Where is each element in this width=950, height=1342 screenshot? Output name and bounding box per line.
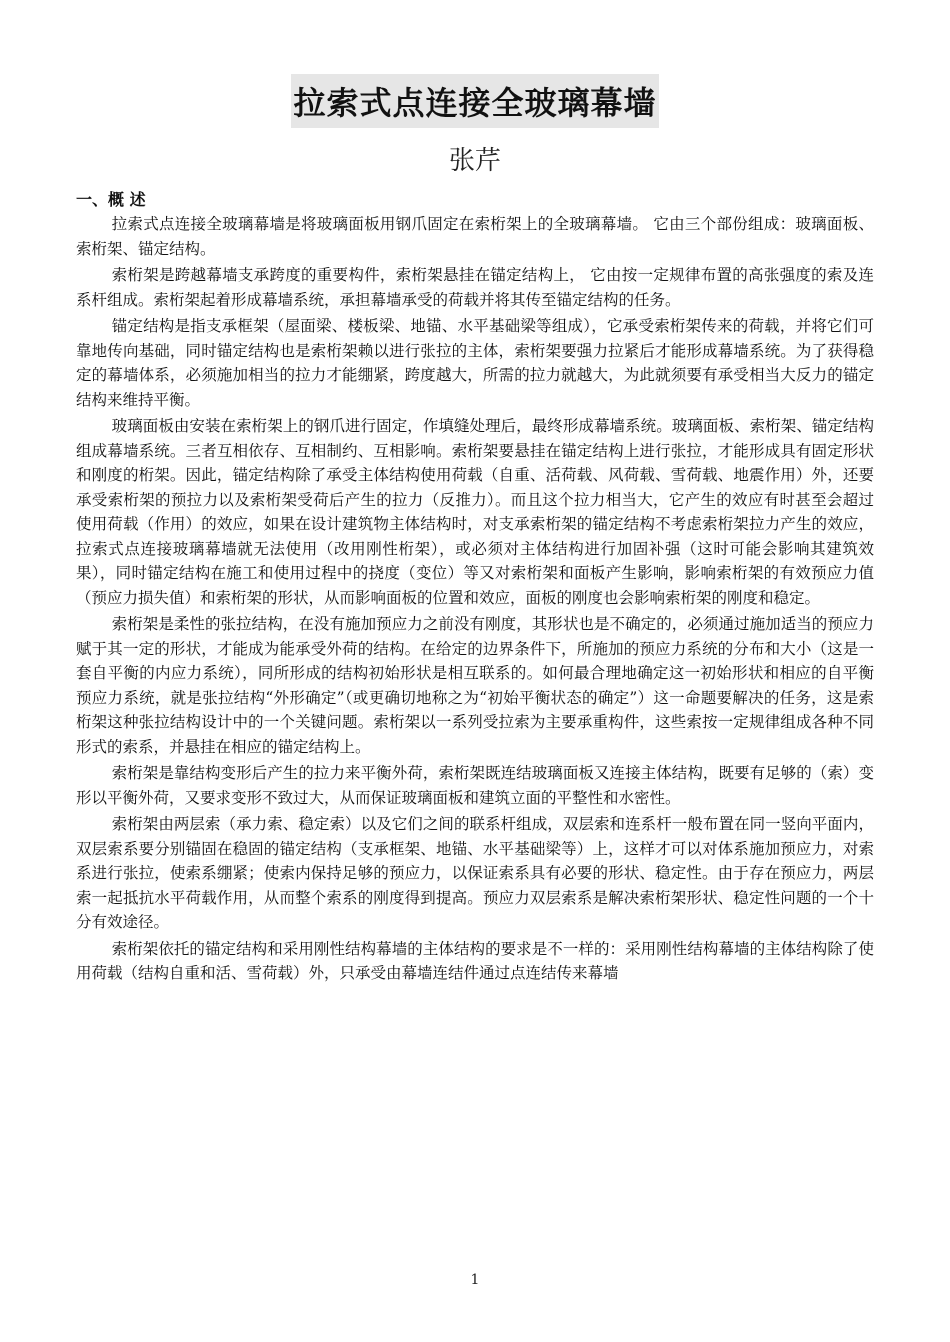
paragraph: 索桁架是柔性的张拉结构，在没有施加预应力之前没有刚度，其形状也是不确定的，必须通过施加适当的预应力赋于其一定的形状，才能成为能承受外荷的结构。在给定的边界条件下，所施加的预应力系统的分布和大小（这是一套自平衡的内应力系统），同所形成的结构初始形状是相互联系的。如何最合理地确定这一初始形状和相应的自平衡预应力系统，就是张拉结构“外形确定”（或更确切地称之为“初始平衡状态的确定”）这一命题要解决的任务，这是索桁架这种张拉结构设计中的一个关键问题。索桁架以一系列受拉索为主要承重构件，这些索按一定规律组成各种不同形式的索系，并悬挂在相应的锚定结构上。	[76, 615, 874, 756]
page-number: 1	[470, 1272, 480, 1288]
section-heading: 一、概 述	[76, 190, 146, 209]
paragraph: 索桁架是跨越幕墙支承跨度的重要构件，索桁架悬挂在锚定结构上， 它由按一定规律布置的高张强度的索及连系杆组成。索桁架起着形成幕墙系统，承担幕墙承受的荷载并将其传至锚定结构的任务。	[76, 266, 874, 309]
paragraph: 玻璃面板由安装在索桁架上的钢爪进行固定，作填缝处理后，最终形成幕墙系统。玻璃面板、索桁架、锚定结构组成幕墙系统。三者互相依存、互相制约、互相影响。索桁架要悬挂在锚定结构上进行张拉，才能形成具有固定形状和刚度的桁架。因此，锚定结构除了承受主体结构使用荷载（自重、活荷载、风荷载、雪荷载、地震作用）外，还要承受索桁架的预拉力以及索桁架受荷后产生的拉力（反推力）。而且这个拉力相当大，它产生的效应有时甚至会超过使用荷载（作用）的效应，如果在设计建筑物主体结构时，对支承索桁架的锚定结构不考虑索桁架拉力产生的效应，拉索式点连接玻璃幕墙就无法使用（改用刚性桁架），或必须对主体结构进行加固补强（这时可能会影响其建筑效果），同时锚定结构在施工和使用过程中的挠度（变位）等又对索桁架和面板产生影响，影响索桁架的有效预应力值（预应力损失值）和索桁架的形状，从而影响面板的位置和效应，面板的刚度也会影响索桁架的刚度和稳定。	[76, 417, 874, 607]
paragraph: 拉索式点连接全玻璃幕墙是将玻璃面板用钢爪固定在索桁架上的全玻璃幕墙。 它由三个部份组成：玻璃面板、索桁架、锚定结构。	[76, 215, 874, 258]
document-body	[76, 212, 874, 988]
document-title: 拉索式点连接全玻璃幕墙	[291, 74, 658, 128]
paragraph: 索桁架是靠结构变形后产生的拉力来平衡外荷，索桁架既连结玻璃面板又连接主体结构，既要有足够的（索）变形以平衡外荷，又要求变形不致过大，从而保证玻璃面板和建筑立面的平整性和水密性。	[76, 764, 874, 807]
document-author: 张芹	[448, 146, 501, 176]
paragraph: 索桁架依托的锚定结构和采用刚性结构幕墙的主体结构的要求是不一样的：采用刚性结构幕墙的主体结构除了使用荷载（结构自重和活、雪荷载）外，只承受由幕墙连结件通过点连结传来幕墙	[76, 939, 874, 982]
paragraph: 索桁架由两层索（承力索、稳定索）以及它们之间的联系杆组成，双层索和连系杆一般布置在同一竖向平面内，双层索系要分别锚固在稳固的锚定结构（支承框架、地锚、水平基础梁等）上，这样才可以对体系施加预应力，对索系进行张拉，使索系绷紧；使索内保持足够的预应力，以保证索系具有必要的形状、稳定性。由于存在预应力，两层索一起抵抗水平荷载作用，从而整个索系的刚度得到提高。预应力双层索系是解决索桁架形状、稳定性问题的一个十分有效途径。	[76, 815, 874, 931]
title-container	[0, 74, 950, 128]
paragraph: 锚定结构是指支承框架（屋面梁、楼板梁、地锚、水平基础梁等组成），它承受索桁架传来的荷载，并将它们可靠地传向基础，同时锚定结构也是索桁架赖以进行张拉的主体，索桁架要强力拉紧后才能形成幕墙系统。为了获得稳定的幕墙体系，必须施加相当的拉力才能绷紧，跨度越大，所需的拉力就越大，为此就须要有承受相当大反力的锚定结构来维持平衡。	[76, 317, 874, 409]
